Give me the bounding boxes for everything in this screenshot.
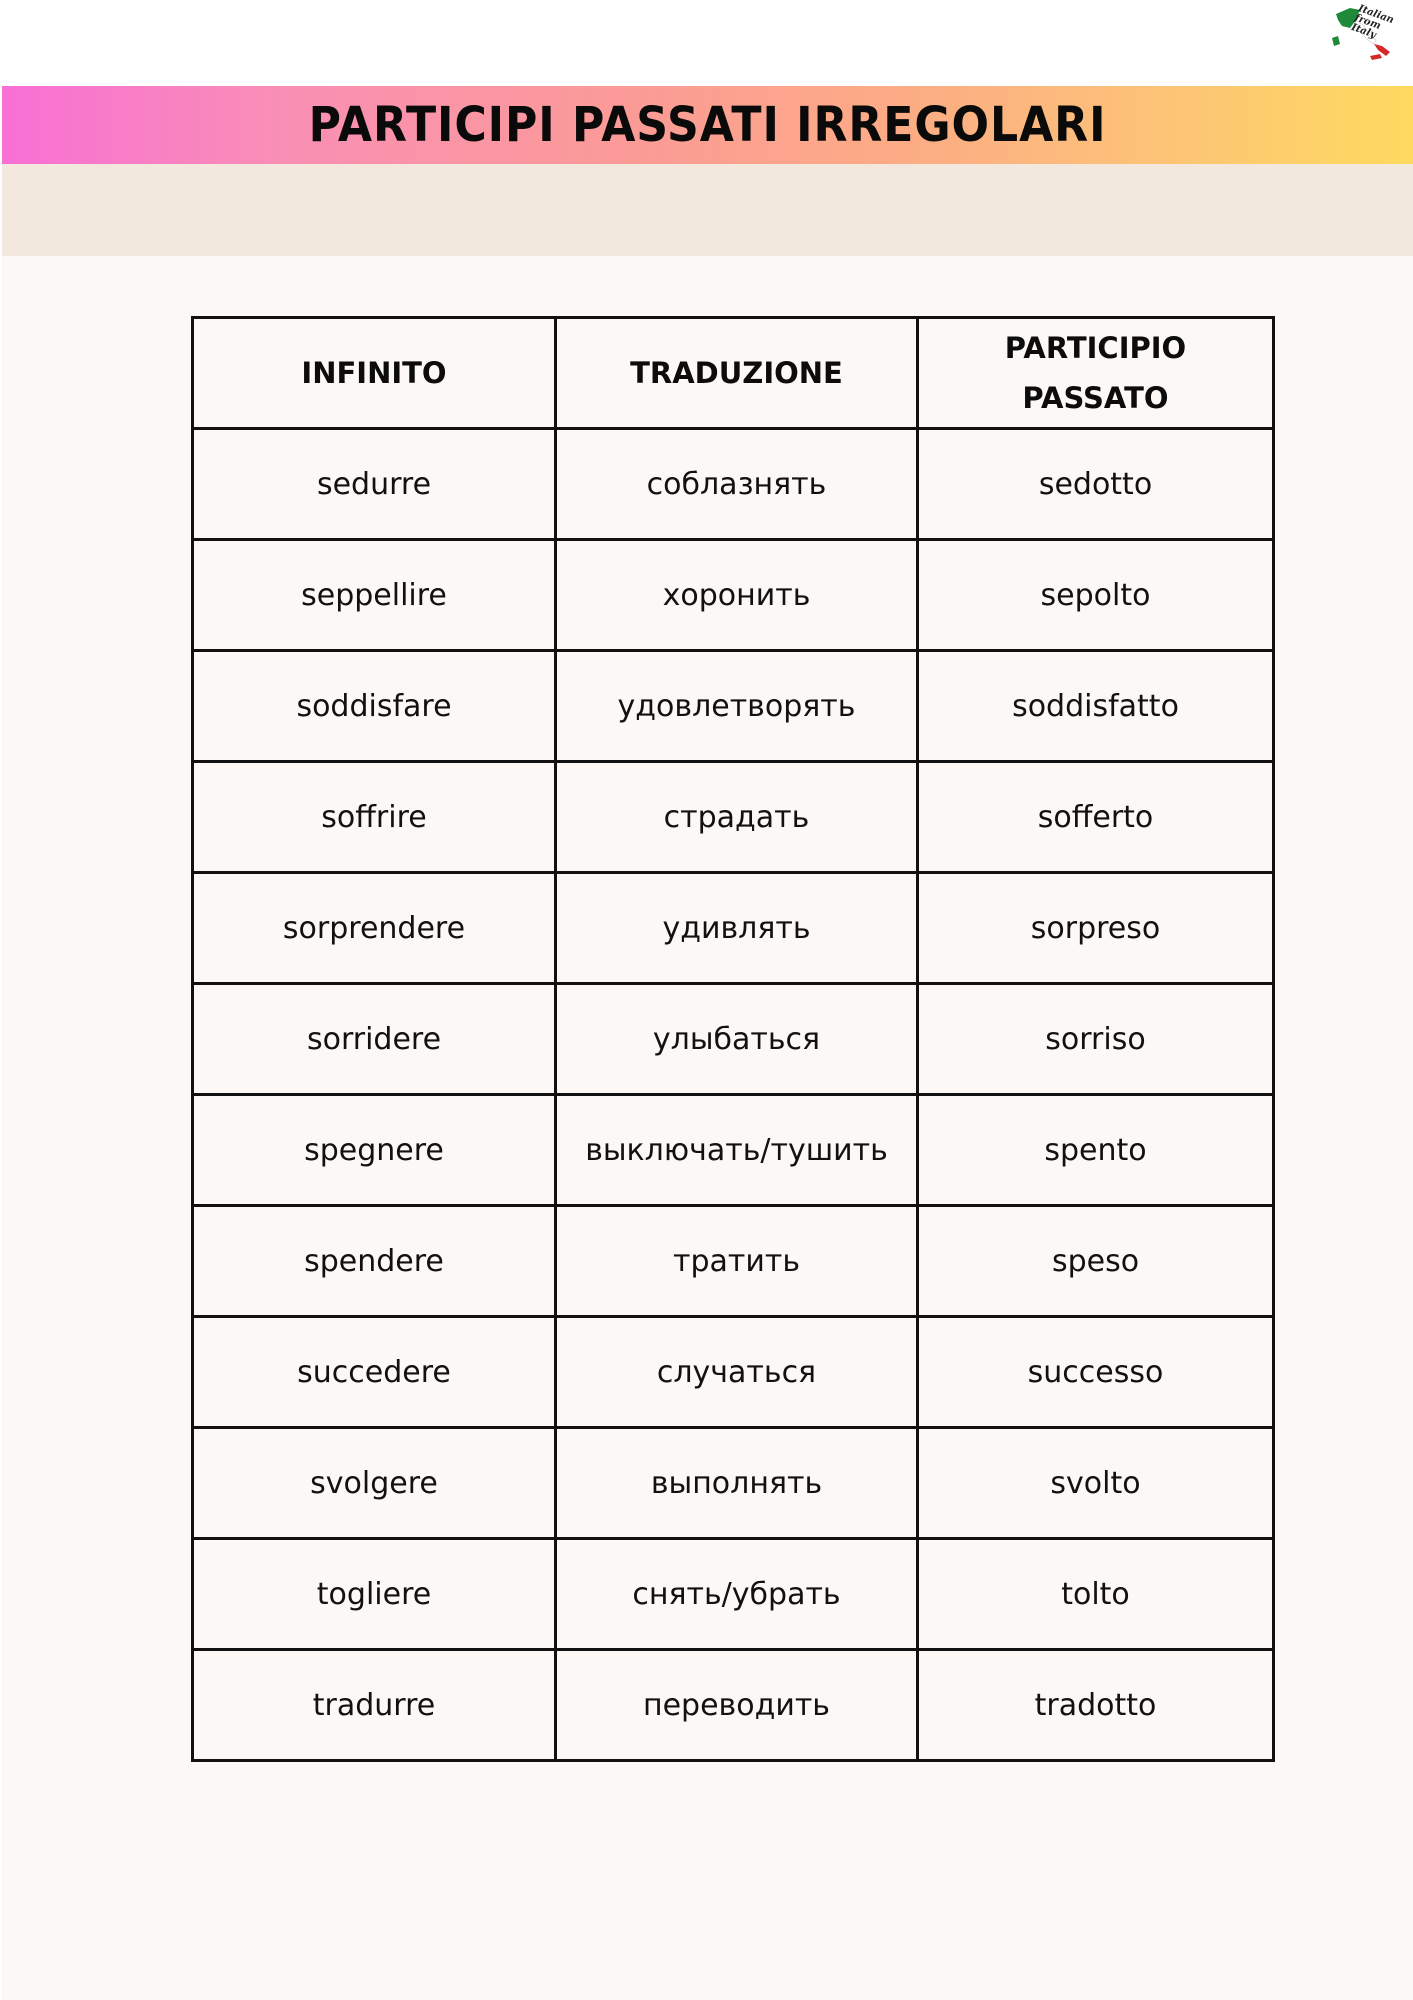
header-participio <box>918 318 1274 429</box>
cell-traduzione: удовлетворять <box>556 651 918 762</box>
cell-infinito: sorprendere <box>193 873 556 984</box>
cell-traduzione: удивлять <box>556 873 918 984</box>
cell-participio: sorriso <box>918 984 1274 1095</box>
cell-participio: speso <box>918 1206 1274 1317</box>
cell-infinito: seppellire <box>193 540 556 651</box>
cell-participio: sedotto <box>918 429 1274 540</box>
cell-traduzione: тратить <box>556 1206 918 1317</box>
cell-participio: sorpreso <box>918 873 1274 984</box>
table-row <box>193 429 1274 540</box>
cell-infinito: svolgere <box>193 1428 556 1539</box>
title-banner <box>2 86 1413 164</box>
cell-infinito: togliere <box>193 1539 556 1650</box>
verb-table <box>191 316 1275 1762</box>
table-row <box>193 984 1274 1095</box>
cell-participio: spento <box>918 1095 1274 1206</box>
cell-infinito: spendere <box>193 1206 556 1317</box>
cell-infinito: succedere <box>193 1317 556 1428</box>
table-row <box>193 762 1274 873</box>
header-participio-line2: PASSATO <box>1022 381 1169 415</box>
header-participio-line1: PARTICIPIO <box>1004 331 1187 365</box>
cell-traduzione: случаться <box>556 1317 918 1428</box>
cell-participio: tolto <box>918 1539 1274 1650</box>
cell-participio: tradotto <box>918 1650 1274 1761</box>
cell-participio: svolto <box>918 1428 1274 1539</box>
cell-infinito: sorridere <box>193 984 556 1095</box>
cell-infinito: spegnere <box>193 1095 556 1206</box>
cell-traduzione: соблазнять <box>556 429 918 540</box>
table-row <box>193 1539 1274 1650</box>
cell-participio: sepolto <box>918 540 1274 651</box>
cell-infinito: soffrire <box>193 762 556 873</box>
cell-traduzione: хоронить <box>556 540 918 651</box>
table-row <box>193 1428 1274 1539</box>
cell-participio: soddisfatto <box>918 651 1274 762</box>
cell-traduzione: переводить <box>556 1650 918 1761</box>
header-strip <box>2 164 1413 256</box>
cell-traduzione: выполнять <box>556 1428 918 1539</box>
cell-infinito: soddisfare <box>193 651 556 762</box>
page-title: PARTICIPI PASSATI IRREGOLARI <box>308 97 1107 153</box>
cell-traduzione: страдать <box>556 762 918 873</box>
cell-traduzione: выключать/тушить <box>556 1095 918 1206</box>
logo <box>1330 0 1410 62</box>
table-row <box>193 873 1274 984</box>
cell-infinito: tradurre <box>193 1650 556 1761</box>
cell-traduzione: улыбаться <box>556 984 918 1095</box>
table-row <box>193 1206 1274 1317</box>
table-row <box>193 1317 1274 1428</box>
table-header-row <box>193 318 1274 429</box>
table-row <box>193 540 1274 651</box>
cell-participio: successo <box>918 1317 1274 1428</box>
table-row <box>193 1650 1274 1761</box>
cell-participio: sofferto <box>918 762 1274 873</box>
table-row <box>193 1095 1274 1206</box>
cell-traduzione: снять/убрать <box>556 1539 918 1650</box>
table-row <box>193 651 1274 762</box>
header-traduzione: TRADUZIONE <box>556 318 918 429</box>
cell-infinito: sedurre <box>193 429 556 540</box>
header-infinito: INFINITO <box>193 318 556 429</box>
logo-text: Italian from Italy <box>1349 3 1396 41</box>
